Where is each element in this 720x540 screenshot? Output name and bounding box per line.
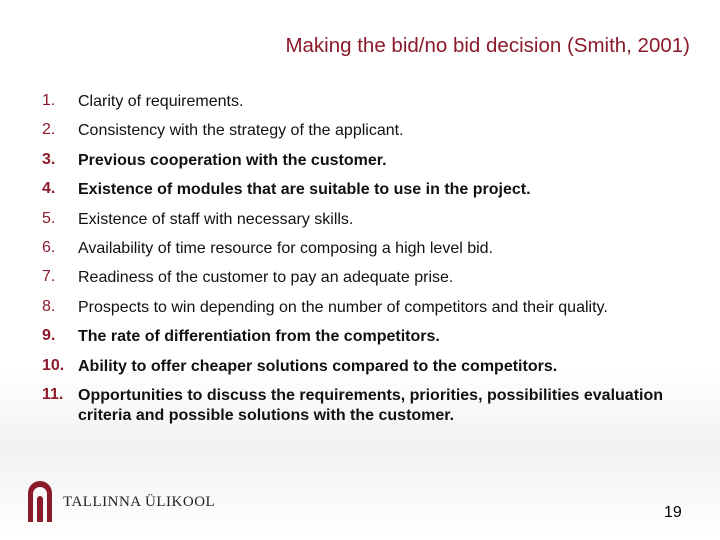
list-item (42, 268, 702, 297)
list-item-text: The rate of differentiation from the competitors. (78, 328, 440, 346)
list-item-text: Existence of modules that are suitable to use in the project. (78, 181, 531, 199)
list-item-number: 1. (42, 92, 56, 109)
list-item-number: 5. (42, 209, 56, 227)
list-item-text: Prospects to win depending on the number of competitors and their quality. (78, 298, 608, 316)
page-number: 19 (664, 504, 682, 521)
list-item (42, 121, 702, 150)
list-item (42, 151, 702, 180)
list-item (42, 298, 702, 327)
list-item-number: 11. (42, 385, 64, 403)
tallinn-university-arch-icon (25, 478, 55, 522)
list-item-number: 6. (42, 238, 56, 256)
list-item-text: Consistency with the strategy of the applicant. (78, 122, 404, 140)
list-item (42, 92, 702, 121)
list-item-text: Existence of staff with necessary skills. (78, 210, 354, 228)
list-item (42, 386, 702, 430)
list-item-text: Readiness of the customer to pay an adequate prise. (78, 269, 454, 287)
university-logo (25, 478, 285, 522)
list-item (42, 239, 702, 268)
list-item-number: 8. (42, 297, 56, 315)
list-item (42, 180, 702, 209)
list-item-number: 2. (42, 121, 56, 139)
numbered-list (42, 92, 702, 430)
list-item-text: Previous cooperation with the customer. (78, 151, 387, 169)
list-item-text: Availability of time resource for composing a high level bid. (78, 239, 494, 257)
list-item (42, 327, 702, 356)
list-item-text: Opportunities to discuss the requirements, priorities, possibilities evaluation criteria and possible solutions with the customer. (78, 386, 664, 424)
slide-title: Making the bid/no bid decision (Smith, 2001) (285, 34, 690, 57)
list-item (42, 357, 702, 386)
list-item-text: Ability to offer cheaper solutions compared to the competitors. (78, 357, 558, 375)
list-item-number: 10. (42, 356, 65, 374)
list-item-number: 3. (42, 150, 56, 168)
list-item-number: 4. (42, 180, 56, 198)
list-item (42, 210, 702, 239)
logo-text: TALLINNA ÜLIKOOL (63, 494, 216, 510)
list-item-text: Clarity of requirements. (78, 93, 244, 110)
list-item-number: 9. (42, 327, 56, 345)
list-item-number: 7. (42, 268, 56, 286)
